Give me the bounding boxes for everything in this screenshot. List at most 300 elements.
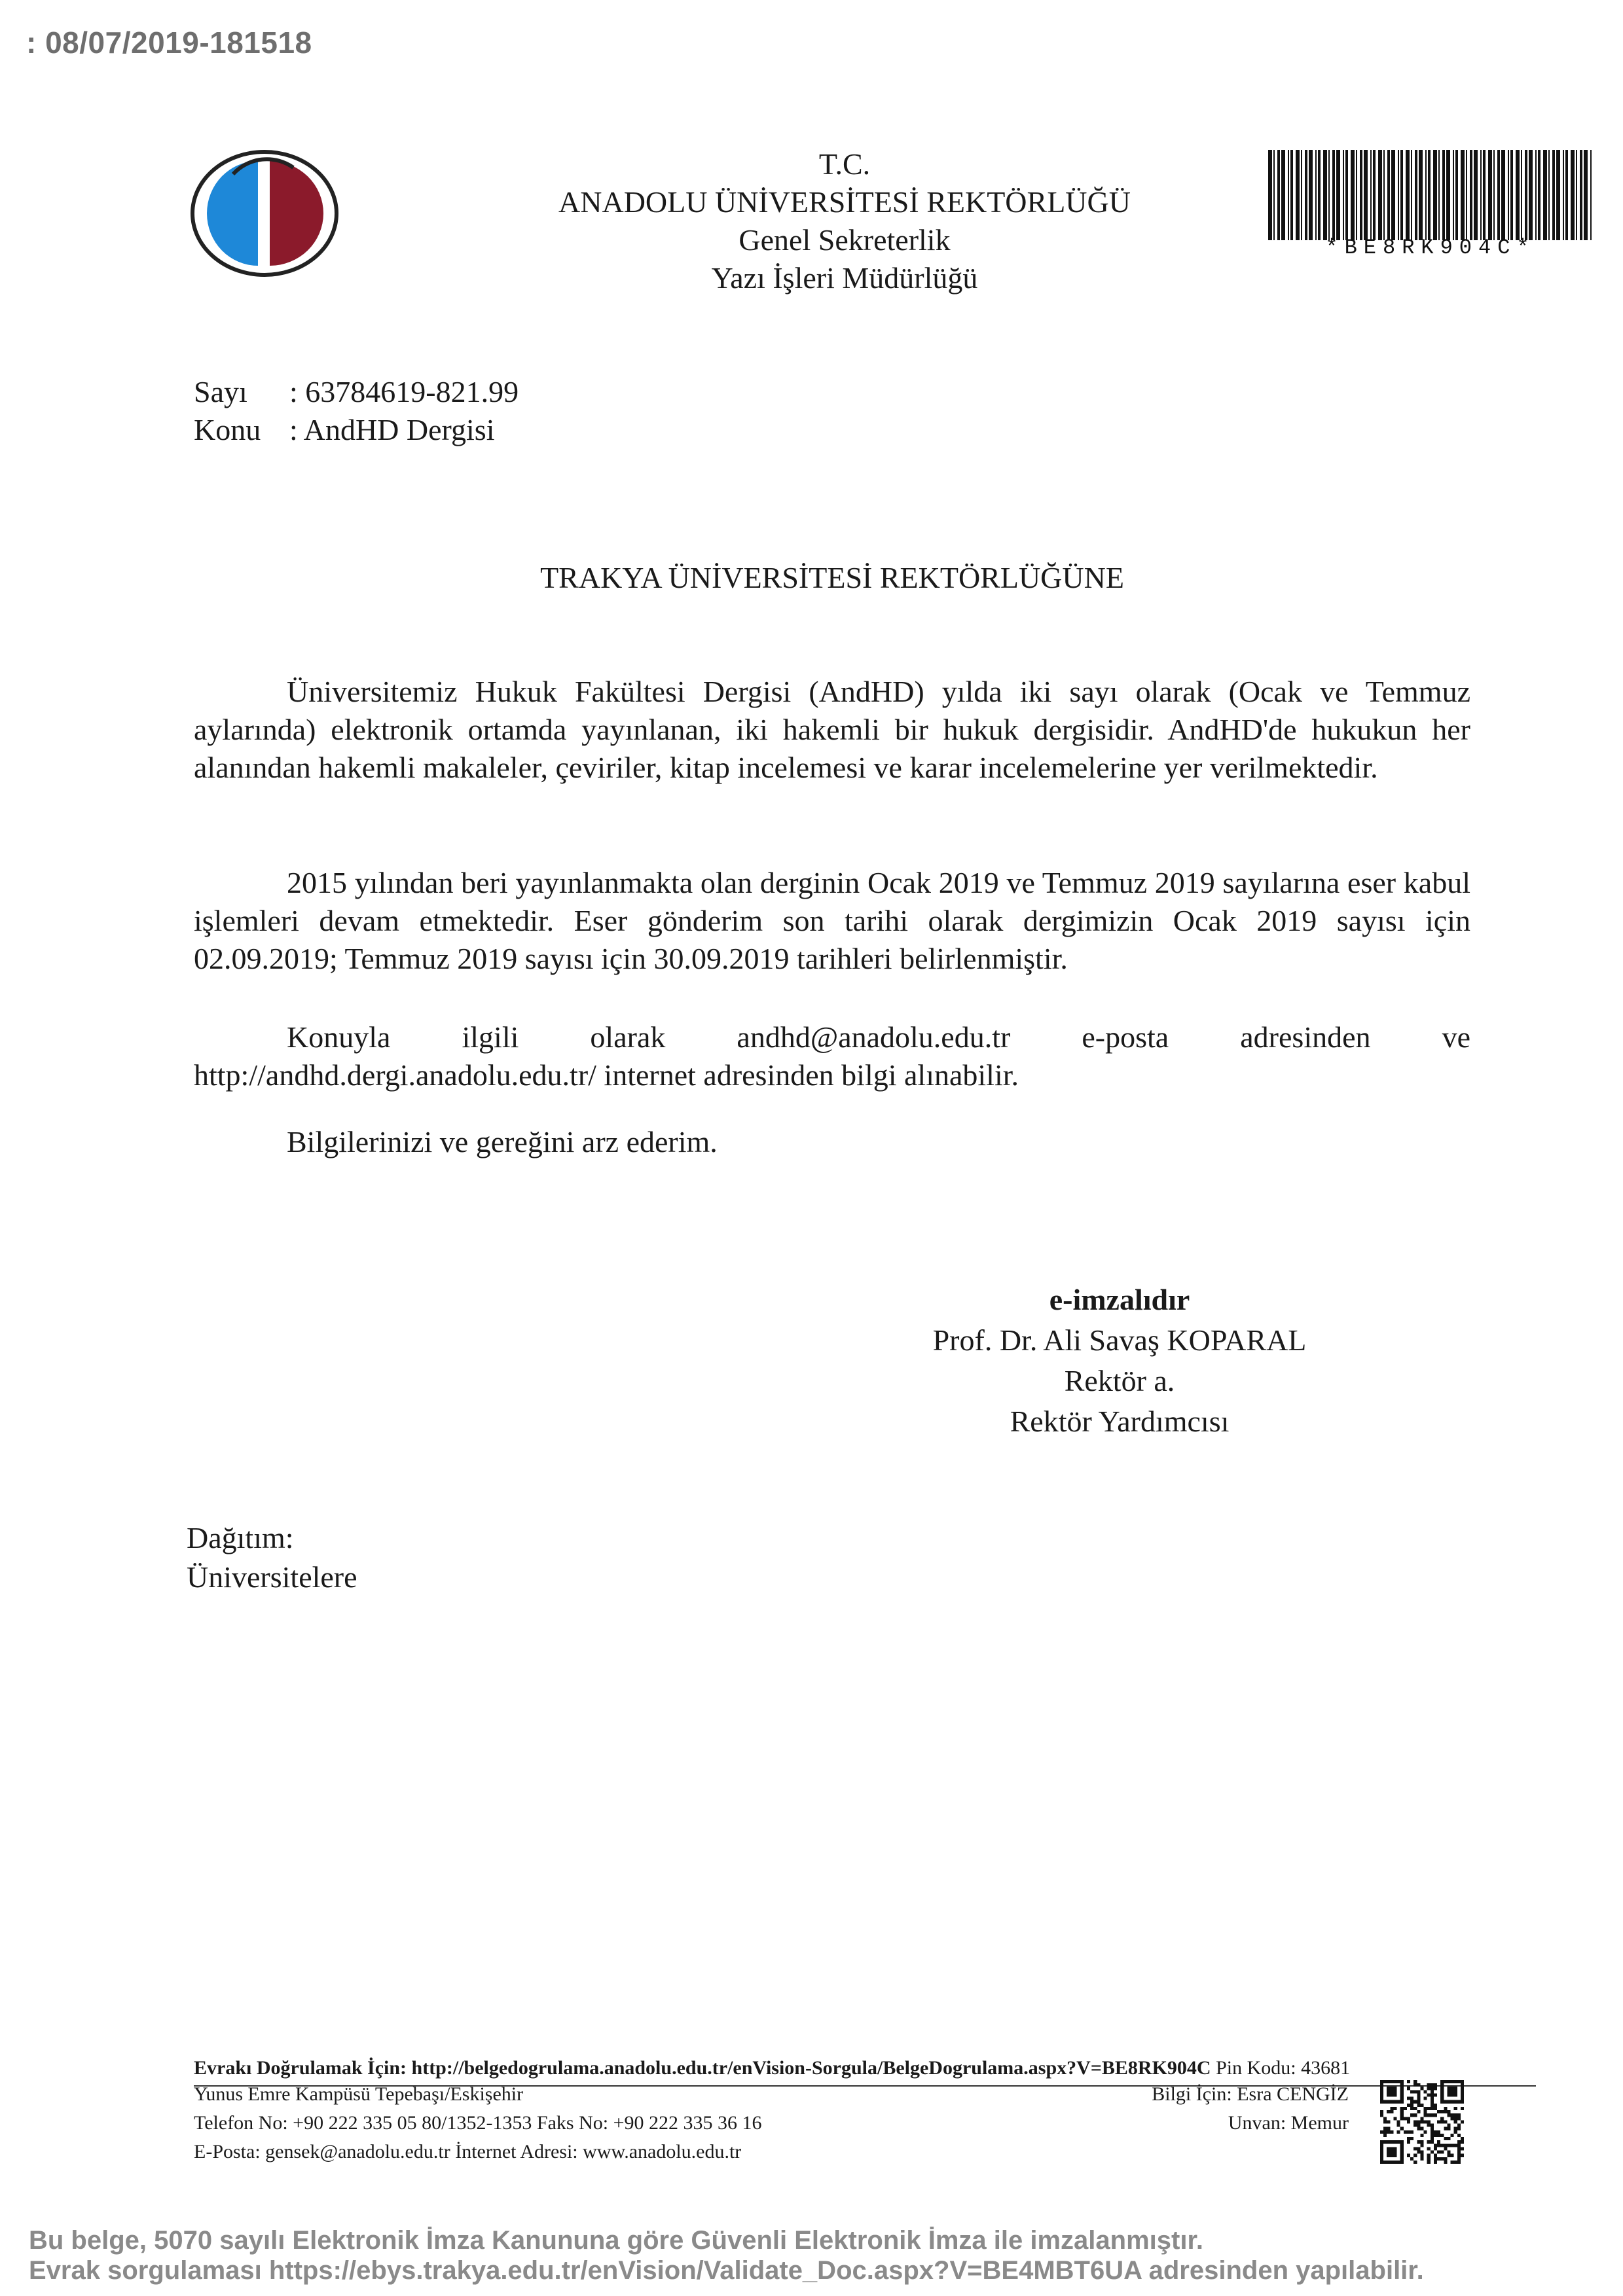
qr-module — [1410, 2113, 1413, 2117]
qr-module — [1461, 2137, 1464, 2140]
qr-module — [1400, 2157, 1404, 2161]
qr-module — [1454, 2113, 1457, 2117]
qr-module — [1410, 2157, 1413, 2161]
qr-module — [1454, 2161, 1457, 2164]
qr-module — [1420, 2140, 1423, 2144]
qr-module — [1461, 2087, 1464, 2090]
qr-module — [1380, 2151, 1383, 2154]
qr-module — [1387, 2100, 1390, 2104]
qr-module — [1383, 2134, 1387, 2137]
qr-module — [1407, 2097, 1410, 2100]
qr-module — [1400, 2110, 1404, 2113]
qr-module — [1440, 2144, 1444, 2147]
qr-module — [1417, 2093, 1420, 2096]
qr-module — [1393, 2140, 1396, 2144]
barcode-bar — [1529, 150, 1533, 240]
qr-module — [1410, 2097, 1413, 2100]
qr-module — [1447, 2110, 1450, 2113]
qr-module — [1431, 2090, 1434, 2093]
qr-module — [1427, 2161, 1431, 2164]
qr-module — [1451, 2113, 1454, 2117]
qr-module — [1437, 2134, 1440, 2137]
qr-module — [1387, 2120, 1390, 2123]
qr-module — [1383, 2120, 1387, 2123]
qr-module — [1444, 2120, 1447, 2123]
qr-module — [1380, 2140, 1383, 2144]
qr-module — [1431, 2083, 1434, 2087]
qr-module — [1420, 2117, 1423, 2120]
barcode-bar — [1315, 150, 1317, 240]
university-logo — [189, 148, 340, 279]
qr-module — [1400, 2140, 1404, 2144]
qr-module — [1420, 2144, 1423, 2147]
qr-module — [1417, 2124, 1420, 2127]
qr-module — [1417, 2100, 1420, 2104]
barcode-bar — [1301, 150, 1302, 240]
barcode-bar — [1438, 150, 1440, 240]
qr-module — [1437, 2130, 1440, 2134]
e-signature-disclaimer — [29, 2225, 1424, 2286]
qr-module — [1454, 2093, 1457, 2096]
qr-module — [1447, 2100, 1450, 2104]
qr-module — [1393, 2117, 1396, 2120]
qr-module — [1420, 2157, 1423, 2161]
qr-module — [1417, 2097, 1420, 2100]
barcode-bar — [1305, 150, 1307, 240]
qr-module — [1440, 2100, 1444, 2104]
qr-module — [1454, 2080, 1457, 2083]
distribution-label: Dağıtım: — [187, 1521, 294, 1554]
qr-module — [1447, 2113, 1450, 2117]
qr-module — [1440, 2080, 1444, 2083]
distribution-block — [187, 1518, 357, 1597]
qr-module — [1440, 2093, 1444, 2096]
signatory-name: Prof. Dr. Ali Savaş KOPARAL — [932, 1323, 1307, 1357]
barcode-bar — [1433, 150, 1437, 240]
barcode-bar — [1383, 150, 1385, 240]
barcode-bar — [1425, 150, 1427, 240]
qr-module — [1410, 2104, 1413, 2107]
qr-module — [1431, 2130, 1434, 2134]
sayi-row — [194, 373, 519, 411]
qr-module — [1397, 2161, 1400, 2164]
qr-module — [1424, 2090, 1427, 2093]
qr-module — [1393, 2093, 1396, 2096]
qr-module — [1390, 2161, 1393, 2164]
qr-module — [1390, 2090, 1393, 2093]
qr-module — [1387, 2140, 1390, 2144]
qr-module — [1380, 2147, 1383, 2150]
qr-module — [1413, 2100, 1417, 2104]
barcode-bar — [1455, 150, 1458, 240]
qr-module — [1380, 2144, 1383, 2147]
qr-module — [1400, 2080, 1404, 2083]
barcode-bar — [1470, 150, 1472, 240]
barcode-bar — [1328, 150, 1330, 240]
qr-module — [1431, 2093, 1434, 2096]
qr-module — [1390, 2130, 1393, 2134]
barcode-bar — [1516, 150, 1520, 240]
qr-module — [1400, 2144, 1404, 2147]
paragraph-4-text: Bilgilerinizi ve gereğini arz ederim. — [287, 1125, 718, 1158]
qr-module — [1387, 2093, 1390, 2096]
barcode-bar — [1461, 150, 1465, 240]
qr-module — [1407, 2130, 1410, 2134]
qr-module — [1454, 2090, 1457, 2093]
qr-module — [1383, 2117, 1387, 2120]
konu-row — [194, 411, 495, 449]
sayi-label: Sayı — [194, 375, 247, 408]
qr-module — [1440, 2151, 1444, 2154]
qr-module — [1393, 2147, 1396, 2150]
qr-module — [1431, 2104, 1434, 2107]
header-office: Yazı İşleri Müdürlüğü — [711, 261, 978, 295]
paragraph-1 — [194, 673, 1470, 787]
qr-module — [1387, 2087, 1390, 2090]
barcode-bar — [1336, 150, 1340, 240]
qr-module — [1440, 2134, 1444, 2137]
qr-module — [1454, 2107, 1457, 2110]
qr-module — [1434, 2087, 1437, 2090]
qr-module — [1407, 2140, 1410, 2144]
qr-module — [1434, 2144, 1437, 2147]
qr-module — [1444, 2107, 1447, 2110]
qr-module — [1400, 2097, 1404, 2100]
barcode-bar — [1360, 150, 1362, 240]
qr-module — [1451, 2090, 1454, 2093]
barcode-bar — [1480, 150, 1482, 240]
barcode-bar — [1563, 150, 1564, 240]
barcode-bar — [1576, 150, 1577, 240]
barcode-bar — [1288, 150, 1289, 240]
qr-module — [1413, 2147, 1417, 2150]
barcode-bar — [1332, 150, 1335, 240]
qr-module — [1387, 2110, 1390, 2113]
barcode-bar — [1378, 150, 1382, 240]
qr-module — [1454, 2120, 1457, 2123]
barcode-text: *BE8RK904C* — [1325, 236, 1536, 260]
qr-module — [1420, 2104, 1423, 2107]
qr-module — [1451, 2117, 1454, 2120]
qr-module — [1461, 2147, 1464, 2150]
qr-module — [1380, 2100, 1383, 2104]
qr-module — [1397, 2124, 1400, 2127]
qr-module — [1440, 2117, 1444, 2120]
header-department: Genel Sekreterlik — [739, 223, 951, 257]
qr-module — [1431, 2113, 1434, 2117]
qr-module — [1434, 2104, 1437, 2107]
barcode-bar — [1538, 150, 1541, 240]
barcode-bar — [1584, 150, 1588, 240]
barcode-bar — [1370, 150, 1372, 240]
qr-module — [1387, 2080, 1390, 2083]
qr-module — [1434, 2147, 1437, 2150]
qr-module — [1424, 2113, 1427, 2117]
qr-module — [1457, 2144, 1461, 2147]
qr-module — [1390, 2151, 1393, 2154]
qr-module — [1397, 2140, 1400, 2144]
qr-module — [1413, 2154, 1417, 2157]
qr-module — [1380, 2083, 1383, 2087]
qr-module — [1447, 2144, 1450, 2147]
barcode-bar — [1521, 150, 1522, 240]
letterhead — [452, 145, 1237, 297]
header-tc: T.C. — [818, 147, 871, 181]
qr-module — [1451, 2144, 1454, 2147]
signatory-title-2: Rektör Yardımcısı — [1010, 1405, 1230, 1438]
qr-module — [1413, 2080, 1417, 2083]
qr-module — [1420, 2120, 1423, 2123]
qr-module — [1461, 2083, 1464, 2087]
qr-module — [1380, 2110, 1383, 2113]
qr-module — [1431, 2137, 1434, 2140]
barcode-bar — [1453, 150, 1454, 240]
qr-module — [1444, 2137, 1447, 2140]
qr-module — [1390, 2140, 1393, 2144]
qr-module — [1444, 2100, 1447, 2104]
qr-module — [1440, 2120, 1444, 2123]
qr-module — [1440, 2083, 1444, 2087]
barcode-bar — [1565, 150, 1568, 240]
qr-module — [1390, 2154, 1393, 2157]
qr-module — [1461, 2120, 1464, 2123]
qr-module — [1390, 2147, 1393, 2150]
qr-module — [1400, 2083, 1404, 2087]
sayi-value: : 63784619-821.99 — [289, 375, 519, 408]
qr-module — [1390, 2087, 1393, 2090]
qr-module — [1437, 2151, 1440, 2154]
barcode-bar — [1318, 150, 1321, 240]
qr-module — [1420, 2127, 1423, 2130]
qr-module — [1400, 2147, 1404, 2150]
qr-module — [1407, 2104, 1410, 2107]
barcode-bar — [1466, 150, 1467, 240]
distribution-value: Üniversitelere — [187, 1560, 357, 1594]
qr-module — [1461, 2100, 1464, 2104]
qr-module — [1434, 2154, 1437, 2157]
qr-module — [1380, 2090, 1383, 2093]
qr-module — [1434, 2134, 1437, 2137]
paragraph-3 — [194, 1018, 1470, 1094]
qr-module — [1393, 2154, 1396, 2157]
footer-unvan: Unvan: Memur — [1228, 2112, 1349, 2134]
qr-module — [1400, 2127, 1404, 2130]
barcode-bar — [1273, 150, 1275, 240]
qr-module — [1407, 2137, 1410, 2140]
qr-module — [1451, 2080, 1454, 2083]
qr-module — [1383, 2080, 1387, 2083]
qr-module — [1380, 2093, 1383, 2096]
qr-module — [1437, 2120, 1440, 2123]
qr-module — [1417, 2127, 1420, 2130]
qr-module — [1447, 2087, 1450, 2090]
signatory-title-1: Rektör a. — [1064, 1364, 1175, 1397]
qr-module — [1404, 2117, 1407, 2120]
qr-module — [1457, 2140, 1461, 2144]
qr-module — [1400, 2090, 1404, 2093]
qr-module — [1410, 2107, 1413, 2110]
qr-module — [1431, 2134, 1434, 2137]
barcode-bar — [1406, 150, 1410, 240]
qr-module — [1380, 2113, 1383, 2117]
qr-module — [1451, 2100, 1454, 2104]
barcode-bar — [1442, 150, 1445, 240]
barcode-bar — [1411, 150, 1412, 240]
qr-module — [1387, 2127, 1390, 2130]
qr-module — [1427, 2087, 1431, 2090]
qr-module — [1383, 2100, 1387, 2104]
qr-module — [1461, 2080, 1464, 2083]
qr-module — [1447, 2137, 1450, 2140]
barcode-bar — [1343, 150, 1344, 240]
qr-module — [1397, 2130, 1400, 2134]
qr-module — [1427, 2113, 1431, 2117]
qr-module — [1457, 2161, 1461, 2164]
barcode-bar — [1391, 150, 1395, 240]
qr-module — [1383, 2140, 1387, 2144]
footer-info-contact: Bilgi İçin: Esra CENGİZ — [1152, 2083, 1349, 2105]
qr-module — [1431, 2140, 1434, 2144]
qr-module — [1434, 2113, 1437, 2117]
footer-address: Yunus Emre Kampüsü Tepebaşı/Eskişehir — [194, 2083, 524, 2105]
qr-module — [1440, 2097, 1444, 2100]
barcode-bar — [1373, 150, 1376, 240]
qr-module — [1380, 2161, 1383, 2164]
qr-module — [1424, 2120, 1427, 2123]
qr-module — [1413, 2161, 1417, 2164]
qr-module — [1440, 2087, 1444, 2090]
barcode-bar — [1415, 150, 1417, 240]
qr-module — [1400, 2151, 1404, 2154]
qr-module — [1424, 2110, 1427, 2113]
qr-module — [1407, 2087, 1410, 2090]
qr-module — [1431, 2127, 1434, 2130]
qr-module — [1393, 2080, 1396, 2083]
barcode-bar — [1497, 150, 1500, 240]
qr-module — [1413, 2124, 1417, 2127]
qr-module — [1447, 2154, 1450, 2157]
qr-module — [1417, 2110, 1420, 2113]
barcode-bar — [1351, 150, 1355, 240]
qr-module — [1444, 2157, 1447, 2161]
qr-module — [1440, 2157, 1444, 2161]
qr-module — [1410, 2100, 1413, 2104]
qr-module — [1407, 2154, 1410, 2157]
qr-module — [1427, 2107, 1431, 2110]
qr-module — [1413, 2107, 1417, 2110]
barcode-bar — [1345, 150, 1348, 240]
qr-module — [1393, 2161, 1396, 2164]
qr-module — [1437, 2110, 1440, 2113]
qr-module — [1417, 2083, 1420, 2087]
barcode-bar — [1387, 150, 1390, 240]
qr-module — [1404, 2107, 1407, 2110]
qr-module — [1461, 2107, 1464, 2110]
barcode-bar — [1400, 150, 1403, 240]
qr-module — [1451, 2154, 1454, 2157]
qr-module — [1457, 2113, 1461, 2117]
document-stamp: : 08/07/2019-181518 — [26, 26, 312, 60]
qr-module — [1447, 2093, 1450, 2096]
qr-module — [1461, 2154, 1464, 2157]
qr-module — [1457, 2127, 1461, 2130]
signature-status: e-imzalıdır — [1049, 1283, 1190, 1316]
barcode-bar — [1580, 150, 1582, 240]
header-university: ANADOLU ÜNİVERSİTESİ REKTÖRLÜĞÜ — [558, 185, 1131, 219]
qr-module — [1427, 2083, 1431, 2087]
qr-module — [1427, 2120, 1431, 2123]
qr-module — [1420, 2151, 1423, 2154]
qr-module — [1434, 2093, 1437, 2096]
barcode-bar — [1419, 150, 1423, 240]
qr-module — [1417, 2120, 1420, 2123]
qr-module — [1387, 2090, 1390, 2093]
qr-module — [1427, 2147, 1431, 2150]
qr-module — [1383, 2127, 1387, 2130]
paragraph-3-line1: Konuyla ilgili olarak andhd@anadolu.edu.tr e-posta adresinden ve — [287, 1020, 1470, 1054]
qr-module — [1427, 2157, 1431, 2161]
qr-module — [1410, 2130, 1413, 2134]
disclaimer-line-1: Bu belge, 5070 sayılı Elektronik İmza Kanununa göre Güvenli Elektronik İmza ile imzalanmıştır. — [29, 2226, 1203, 2255]
qr-module — [1457, 2117, 1461, 2120]
qr-module — [1440, 2090, 1444, 2093]
qr-module — [1417, 2104, 1420, 2107]
recipient: TRAKYA ÜNİVERSİTESİ REKTÖRLÜĞÜNE — [540, 561, 1124, 594]
qr-module — [1427, 2124, 1431, 2127]
qr-module — [1417, 2090, 1420, 2093]
qr-module — [1390, 2110, 1393, 2113]
paragraph-4 — [194, 1123, 1470, 1161]
barcode-bar — [1535, 150, 1537, 240]
qr-module — [1420, 2154, 1423, 2157]
document-barcode — [1267, 145, 1594, 245]
barcode-bar — [1474, 150, 1478, 240]
paragraph-1-text: Üniversitemiz Hukuk Fakültesi Dergisi (AndHD) yılda iki sayı olarak (Ocak ve Temmuz aylarında) elektronik ortamda yayınlanan, iki hakemli bir hukuk dergisidir. AndHD'de hukukun her alanından hakemli makaleler, çeviriler, kitap incelemesi ve karar incelemelerine yer verilmektedir. — [194, 675, 1470, 784]
qr-module — [1427, 2140, 1431, 2144]
barcode-bar — [1296, 150, 1300, 240]
qr-module — [1451, 2134, 1454, 2137]
qr-module — [1420, 2134, 1423, 2137]
qr-module — [1457, 2100, 1461, 2104]
qr-module — [1434, 2107, 1437, 2110]
qr-module — [1431, 2087, 1434, 2090]
qr-module — [1457, 2124, 1461, 2127]
barcode-bar — [1552, 150, 1555, 240]
qr-module — [1454, 2144, 1457, 2147]
qr-module — [1457, 2134, 1461, 2137]
barcode-bar — [1290, 150, 1293, 240]
qr-module — [1454, 2117, 1457, 2120]
footer-phone: Telefon No: +90 222 335 05 80/1352-1353 Faks No: +90 222 335 36 16 — [194, 2112, 762, 2134]
barcode-bar — [1493, 150, 1495, 240]
qr-module — [1383, 2161, 1387, 2164]
qr-module — [1437, 2157, 1440, 2161]
qr-module — [1407, 2120, 1410, 2123]
qr-code — [1380, 2080, 1464, 2164]
verify-link[interactable]: Evrakı Doğrulamak İçin: http://belgedogrulama.anadolu.edu.tr/enVision-Sorgula/BelgeDogrulama.aspx?V=BE8RK904C — [194, 2057, 1211, 2079]
footer-contact — [194, 2080, 762, 2166]
qr-module — [1410, 2090, 1413, 2093]
barcode-bar — [1281, 150, 1285, 240]
barcode-bar — [1268, 150, 1272, 240]
qr-module — [1424, 2107, 1427, 2110]
qr-module — [1393, 2087, 1396, 2090]
qr-module — [1393, 2151, 1396, 2154]
footer-email: E-Posta: gensek@anadolu.edu.tr İnternet Adresi: www.anadolu.edu.tr — [194, 2141, 742, 2162]
qr-module — [1387, 2151, 1390, 2154]
qr-module — [1387, 2161, 1390, 2164]
qr-module — [1380, 2157, 1383, 2161]
